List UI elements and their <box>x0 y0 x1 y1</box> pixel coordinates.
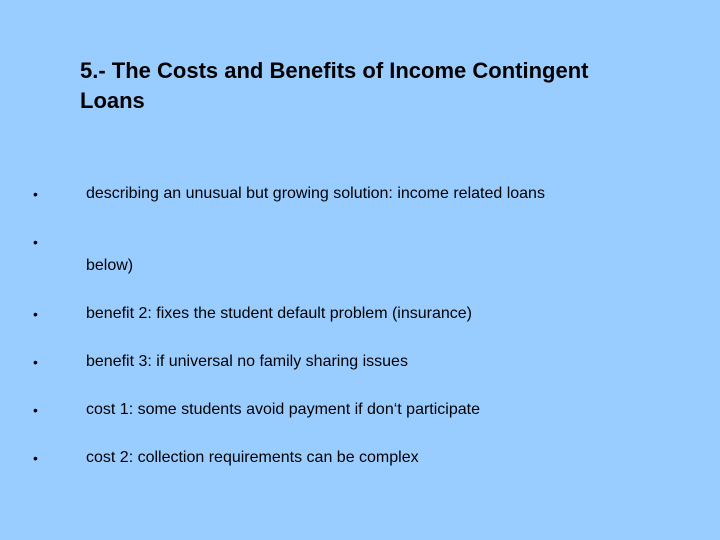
bullet-dot-icon: • <box>33 450 38 466</box>
bullet-dot-icon: • <box>33 402 38 418</box>
bullet-dot-icon: • <box>33 234 38 250</box>
bullet-text: cost 2: collection requirements can be complex <box>86 449 419 466</box>
bullet-text: describing an unusual but growing solution: income related loans <box>86 185 545 202</box>
bullet-item <box>0 349 720 375</box>
slide-title-line-1: 5.- The Costs and Benefits of Income Contingent <box>80 58 589 83</box>
bullet-item <box>0 229 720 274</box>
slide-title-line-2: Loans <box>80 88 145 113</box>
bullet-item <box>0 181 720 207</box>
bullet-text: benefit 2: fixes the student default problem (insurance) <box>86 305 472 322</box>
bullet-text: cost 1: some students avoid payment if don‘t participate <box>86 401 480 418</box>
bullet-item <box>0 301 720 327</box>
bullet-dot-icon: • <box>33 306 38 322</box>
bullet-dot-icon: • <box>33 354 38 370</box>
bullet-dot-icon: • <box>33 186 38 202</box>
bullet-text: benefit 3: if universal no family sharing issues <box>86 353 408 370</box>
bullet-text: below) <box>86 257 134 274</box>
bullet-item <box>0 397 720 423</box>
bullet-item <box>0 445 720 471</box>
